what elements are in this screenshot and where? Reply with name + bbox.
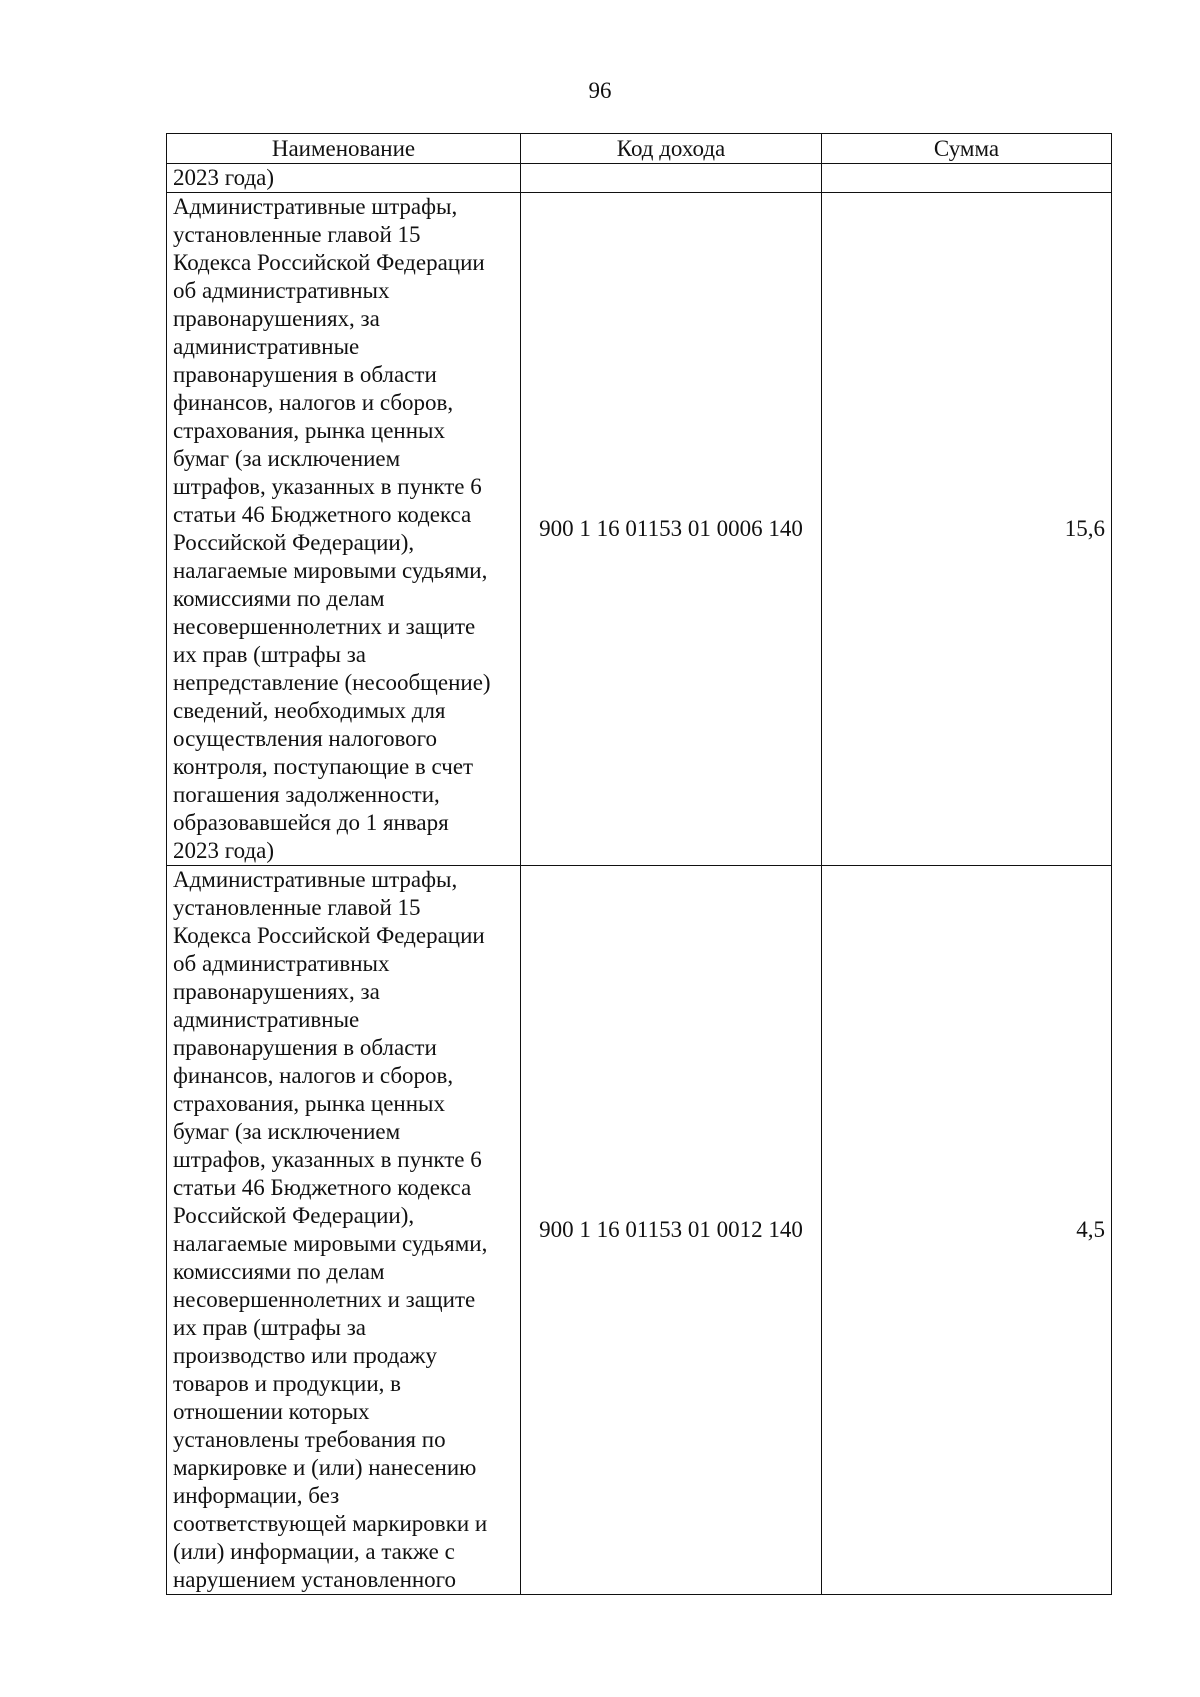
row-name-cell: Административные штрафы, установленные главой 15 Кодекса Российской Федерации об административных правонарушениях, за административные правонарушения в области финансов, налогов и сборов, страхования, рынка ценных бумаг (за исключением штрафов, указанных в пункте 6 статьи 46 Бюджетного кодекса Российской Федерации), налагаемые мировыми судьями, комиссиями по делам несовершеннолетних и защите их прав (штрафы за производство или продажу товаров и продукции, в отношении которых установлены требования по маркировке и (или) нанесению информации, без соответствующей маркировки и (или) информации, а также с нарушением установленного <box>167 866 521 1595</box>
row-code-cell: 900 1 16 01153 01 0012 140 <box>521 866 822 1595</box>
row-name-cell: Административные штрафы, установленные главой 15 Кодекса Российской Федерации об административных правонарушениях, за административные правонарушения в области финансов, налогов и сборов, страхования, рынка ценных бумаг (за исключением штрафов, указанных в пункте 6 статьи 46 Бюджетного кодекса Российской Федерации), налагаемые мировыми судьями, комиссиями по делам несовершеннолетних и защите их прав (штрафы за непредставление (несообщение) сведений, необходимых для осуществления налогового контроля, поступающие в счет погашения задолженности, образовавшейся до 1 января 2023 года) <box>167 193 521 866</box>
row-code-cell <box>521 164 822 193</box>
row-sum-cell: 15,6 <box>822 193 1112 866</box>
column-header-sum: Сумма <box>822 134 1112 164</box>
table-header-row <box>167 134 1112 164</box>
column-header-name: Наименование <box>167 134 521 164</box>
row-name-cell: 2023 года) <box>167 164 521 193</box>
revenue-table <box>166 133 1112 1595</box>
page-number: 96 <box>588 78 612 103</box>
table-row <box>167 193 1112 866</box>
row-code-cell: 900 1 16 01153 01 0006 140 <box>521 193 822 866</box>
row-sum-cell: 4,5 <box>822 866 1112 1595</box>
column-header-code: Код дохода <box>521 134 822 164</box>
table-row <box>167 866 1112 1595</box>
row-sum-cell <box>822 164 1112 193</box>
table-row <box>167 164 1112 193</box>
